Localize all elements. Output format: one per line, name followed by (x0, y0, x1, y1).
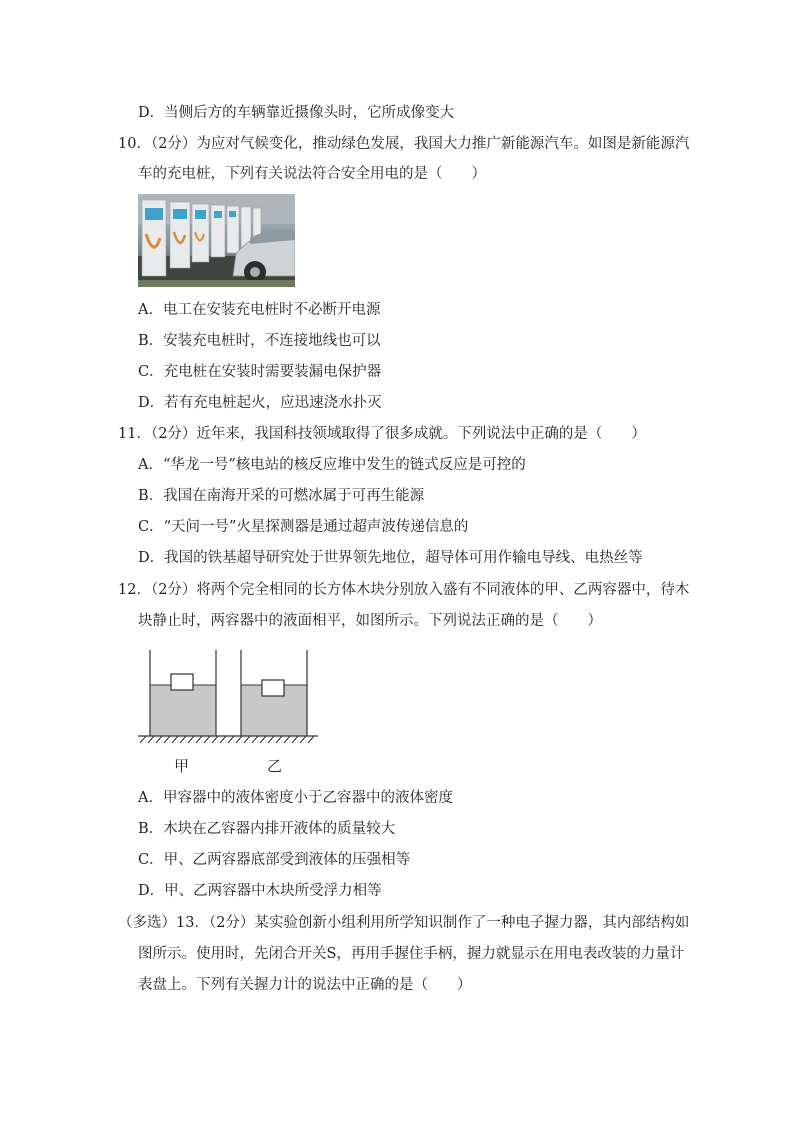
q10-option-d: D．若有充电桩起火，应迅速浇水扑灭 (138, 395, 382, 411)
q12-option-c: C．甲、乙两容器底部受到液体的压强相等 (138, 852, 411, 868)
q12-stem-line2: 块静止时，两容器中的液面相平，如图所示。下列说法正确的是（ ） (138, 613, 602, 629)
q11-option-a: A．“华龙一号”核电站的核反应堆中发生的链式反应是可控的 (138, 457, 526, 473)
container-label-jia: 甲 (174, 757, 190, 775)
q9-option-d: D．当侧后方的车辆靠近摄像头时，它所成像变大 (138, 105, 455, 121)
q11-option-d: D．我国的铁基超导研究处于世界领先地位，超导体可用作输电导线、电热丝等 (138, 550, 643, 566)
q10-option-c: C．充电桩在安装时需要装漏电保护器 (138, 364, 382, 380)
q13-stem-line2: 图所示。使用时，先闭合开关S，再用手握住手柄，握力就显示在用电表改装的力量计 (138, 946, 685, 962)
q10-option-b: B．安装充电桩时，不连接地线也可以 (138, 333, 381, 349)
q13-stem-line1: （多选）13．（2分）某实验创新小组利用所学知识制作了一种电子握力器，其内部结构如 (118, 915, 690, 931)
q12-option-d: D．甲、乙两容器中木块所受浮力相等 (138, 883, 382, 899)
q12-stem-line1: 12．（2分）将两个完全相同的长方体木块分别放入盛有不同液体的甲、乙两容器中，待木 (118, 582, 690, 598)
q12-option-b: B．木块在乙容器内排开液体的质量较大 (138, 821, 396, 837)
q13-stem-line3: 表盘上。下列有关握力计的说法中正确的是（ ） (138, 977, 472, 993)
container-label-yi: 乙 (267, 757, 283, 775)
q10-option-a: A．电工在安装充电桩时不必断开电源 (138, 302, 381, 318)
charging-station-photo (138, 194, 295, 287)
q11-option-b: B．我国在南海开采的可燃冰属于可再生能源 (138, 488, 425, 504)
q10-stem-line2: 车的充电桩，下列有关说法符合安全用电的是（ ） (138, 166, 486, 182)
q11-option-c: C．“天问一号”火星探测器是通过超声波传递信息的 (138, 519, 469, 535)
q10-stem-line1: 10．（2分）为应对气候变化，推动绿色发展，我国大力推广新能源汽车。如图是新能源汽 (118, 136, 690, 152)
q12-option-a: A．甲容器中的液体密度小于乙容器中的液体密度 (138, 790, 453, 806)
q11-stem: 11．（2分）近年来，我国科技领域取得了很多成就。下列说法中正确的是（ ） (118, 426, 646, 442)
containers-figure (136, 648, 326, 778)
